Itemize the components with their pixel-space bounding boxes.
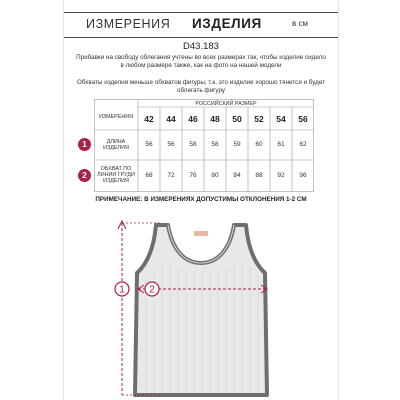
table-cell: 56 bbox=[167, 141, 175, 148]
title-bar bbox=[64, 12, 338, 38]
row-label-chest: ОБХВАТ ПО ЛИНИИ ГРУДИ ИЗДЕЛИЯ bbox=[97, 166, 135, 185]
tolerance-note: ПРИМЕЧАНИЕ: В ИЗМЕРЕНИЯХ ДОПУСТИМЫ ОТКЛОНЕНИЯ 1-2 СМ bbox=[95, 196, 307, 203]
size-table bbox=[82, 99, 314, 192]
size-header: 48 bbox=[210, 114, 220, 124]
table-cell: 68 bbox=[145, 172, 153, 179]
table-cell: 62 bbox=[299, 141, 307, 148]
fit-note: Прибавки на свободу облегания учтены во всех размерах так, чтобы изделие сидело в любом размере также, как на фото на нашей модели bbox=[76, 54, 326, 69]
size-chart-sheet bbox=[63, 0, 339, 400]
size-header: 54 bbox=[276, 114, 286, 124]
table-cell: 61 bbox=[277, 141, 285, 148]
size-header: 44 bbox=[166, 114, 176, 124]
row-number-badge: 1 bbox=[78, 138, 91, 151]
row-label-length: ДЛИНА ИЗДЕЛИЯ bbox=[103, 139, 129, 152]
table-cell: 72 bbox=[167, 172, 175, 179]
length-marker bbox=[115, 282, 129, 296]
table-cell: 92 bbox=[277, 172, 285, 179]
size-header: 42 bbox=[144, 114, 154, 124]
stretch-note: Обхваты изделия меньше обхватов фигуры, т.к. это изделие хорошо тянется и будет облегать фигуру bbox=[76, 79, 325, 94]
table-cell: 59 bbox=[233, 141, 241, 148]
unit-label: в см bbox=[292, 19, 308, 28]
title-garment: ИЗДЕЛИЯ bbox=[192, 16, 262, 31]
label-tag-icon bbox=[194, 231, 208, 236]
table-cell: 84 bbox=[233, 172, 241, 179]
size-header: 50 bbox=[232, 114, 242, 124]
size-header: 52 bbox=[254, 114, 264, 124]
measurements-header: ИЗМЕРЕНИЯ bbox=[98, 114, 134, 120]
table-cell: 76 bbox=[189, 172, 197, 179]
size-header: 56 bbox=[298, 114, 308, 124]
table-cell: 88 bbox=[255, 172, 263, 179]
title-measurements: ИЗМЕРЕНИЯ bbox=[86, 17, 171, 31]
table-cell: 58 bbox=[211, 141, 219, 148]
size-header: 46 bbox=[188, 114, 198, 124]
tank-top-image bbox=[135, 225, 267, 395]
group-header: РОССИЙСКИЙ РАЗМЕР bbox=[195, 100, 257, 107]
table-cell: 96 bbox=[299, 172, 307, 179]
table-cell: 80 bbox=[211, 172, 219, 179]
row-number-badge: 2 bbox=[78, 169, 91, 182]
chest-marker-number: 2 bbox=[149, 284, 155, 296]
product-code: D43.183 bbox=[183, 41, 219, 52]
table-cell: 60 bbox=[255, 141, 263, 148]
length-marker-number: 1 bbox=[119, 284, 125, 296]
table-cell: 56 bbox=[145, 141, 153, 148]
table-cell: 58 bbox=[189, 141, 197, 148]
garment-illustration bbox=[64, 205, 338, 400]
chest-marker bbox=[145, 282, 159, 296]
